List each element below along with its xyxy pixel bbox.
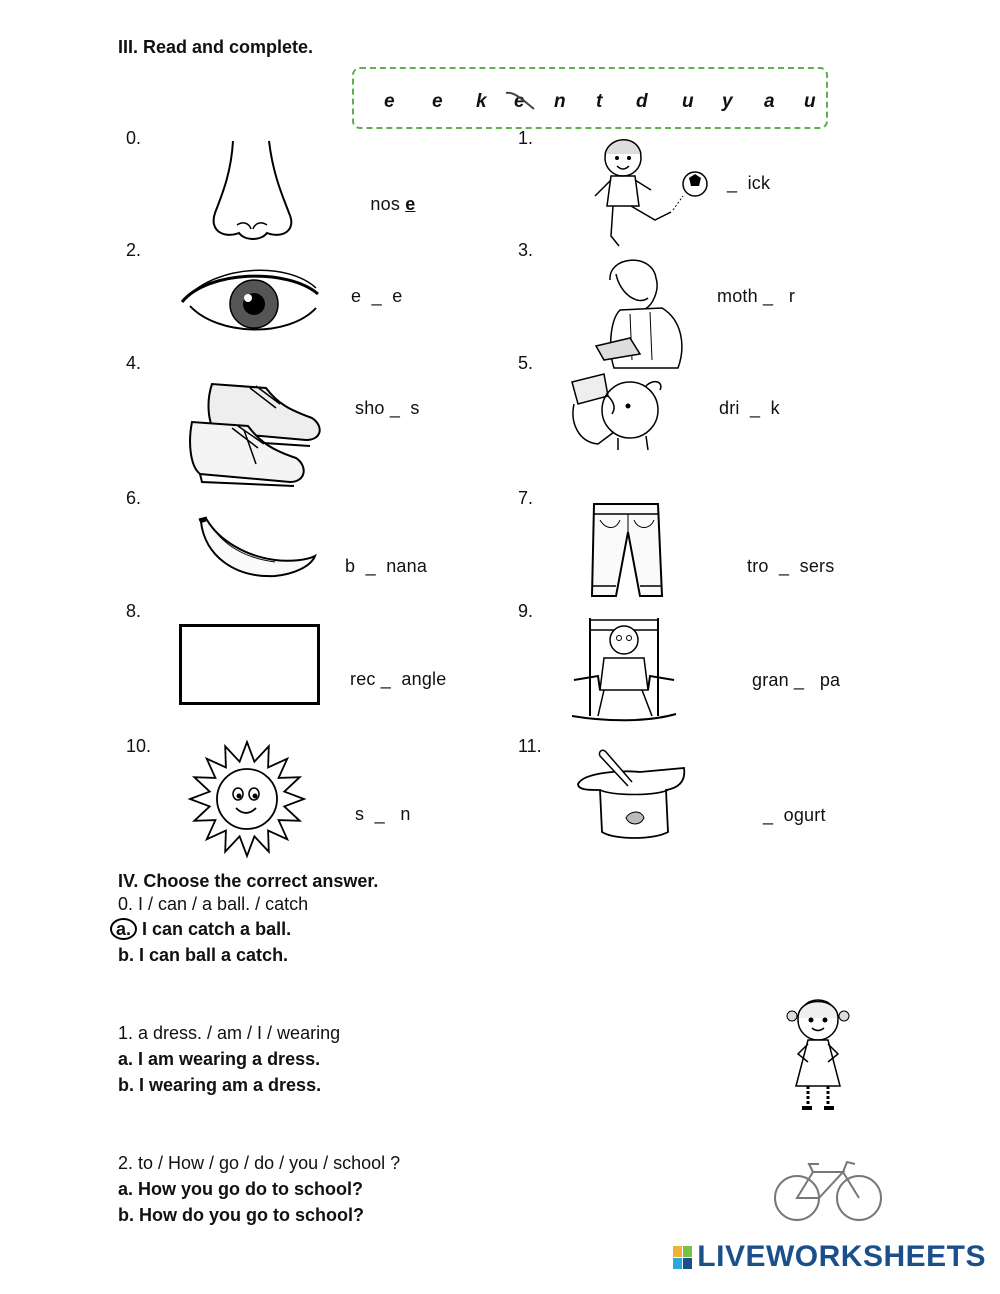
question-2-option-b[interactable]: b. How do you go to school? <box>118 1205 364 1225</box>
question-0-option-a[interactable]: a. I can catch a ball. <box>110 918 291 940</box>
girl-kicking-ball-picture <box>585 128 715 256</box>
item-number: 0. <box>126 128 142 148</box>
question-0-prompt: 0. I / can / a ball. / catch <box>118 894 309 914</box>
selected-answer-circle: a. <box>110 918 137 940</box>
yogurt-picture <box>574 748 689 843</box>
item-number: 11. <box>518 736 542 756</box>
question-2-option-a[interactable]: a. How you go do to school? <box>118 1179 363 1199</box>
word-blank-8[interactable]: rec _ angle <box>350 669 447 689</box>
example-answer: e <box>405 194 416 214</box>
logo-blocks-icon <box>673 1246 693 1270</box>
item-number: 7. <box>518 488 534 508</box>
trousers-picture <box>588 500 666 600</box>
question-1-prompt: 1. a dress. / am / I / wearing <box>118 1023 341 1043</box>
word-blank-11[interactable]: _ ogurt <box>763 805 826 825</box>
liveworksheets-logo: LIVEWORKSHEETS <box>673 1240 986 1274</box>
shoes-picture <box>186 374 326 486</box>
boy-drinking-picture <box>568 372 673 452</box>
word-bank-letter-used[interactable]: e <box>514 91 525 112</box>
word-blank-7[interactable]: tro _ sers <box>747 556 835 576</box>
bicycle-picture <box>773 1158 883 1224</box>
section-3-heading: III. Read and complete. <box>118 37 314 57</box>
item-number: 8. <box>126 601 142 621</box>
word-bank-letter[interactable]: a <box>764 91 775 112</box>
word-bank-letter[interactable]: e <box>432 91 443 112</box>
banana-picture <box>195 516 320 584</box>
eye-picture <box>178 262 323 342</box>
section-4-heading: IV. Choose the correct answer. <box>118 871 379 891</box>
word-blank-9[interactable]: gran _ pa <box>752 670 841 690</box>
word-bank-letter[interactable]: y <box>722 91 733 112</box>
item-number: 4. <box>126 353 142 373</box>
item-number: 2. <box>126 240 142 260</box>
nose-picture <box>205 135 300 243</box>
item-number: 5. <box>518 353 534 373</box>
word-blank-1[interactable]: _ ick <box>727 173 771 193</box>
word-bank-letter[interactable]: u <box>682 91 694 112</box>
sun-picture <box>188 740 306 858</box>
word-blank-6[interactable]: b _ nana <box>345 556 428 576</box>
cross-out-mark-icon <box>504 87 538 113</box>
word-bank-letter[interactable]: t <box>596 91 603 112</box>
word-blank-4[interactable]: sho _ s <box>355 398 420 418</box>
question-2-prompt: 2. to / How / go / do / you / school ? <box>118 1153 401 1173</box>
word-blank-5[interactable]: dri _ k <box>719 398 780 418</box>
word-bank-letter[interactable]: d <box>636 91 648 112</box>
word-bank-letter[interactable]: n <box>554 91 566 112</box>
word-blank-2[interactable]: e _ e <box>351 286 403 306</box>
word-blank-10[interactable]: s _ n <box>355 804 411 824</box>
item-number: 3. <box>518 240 534 260</box>
item-number: 6. <box>126 488 142 508</box>
grandpa-picture <box>568 610 680 720</box>
item-number: 1. <box>518 128 534 148</box>
word-bank-letter[interactable]: e <box>384 91 395 112</box>
rectangle-picture <box>179 624 320 705</box>
mother-reading-picture <box>590 250 690 370</box>
word-blank-0[interactable]: nos e <box>370 194 416 214</box>
word-blank-3[interactable]: moth _ r <box>717 286 796 306</box>
word-bank-letter[interactable]: u <box>804 91 816 112</box>
item-number: 10. <box>126 736 152 756</box>
word-bank-letter[interactable]: k <box>476 91 487 112</box>
word-bank <box>352 67 828 129</box>
item-number: 9. <box>518 601 534 621</box>
question-1-option-a[interactable]: a. I am wearing a dress. <box>118 1049 321 1069</box>
question-0-option-b[interactable]: b. I can ball a catch. <box>118 945 289 965</box>
girl-in-dress-picture <box>778 992 860 1114</box>
question-1-option-b[interactable]: b. I wearing am a dress. <box>118 1075 322 1095</box>
